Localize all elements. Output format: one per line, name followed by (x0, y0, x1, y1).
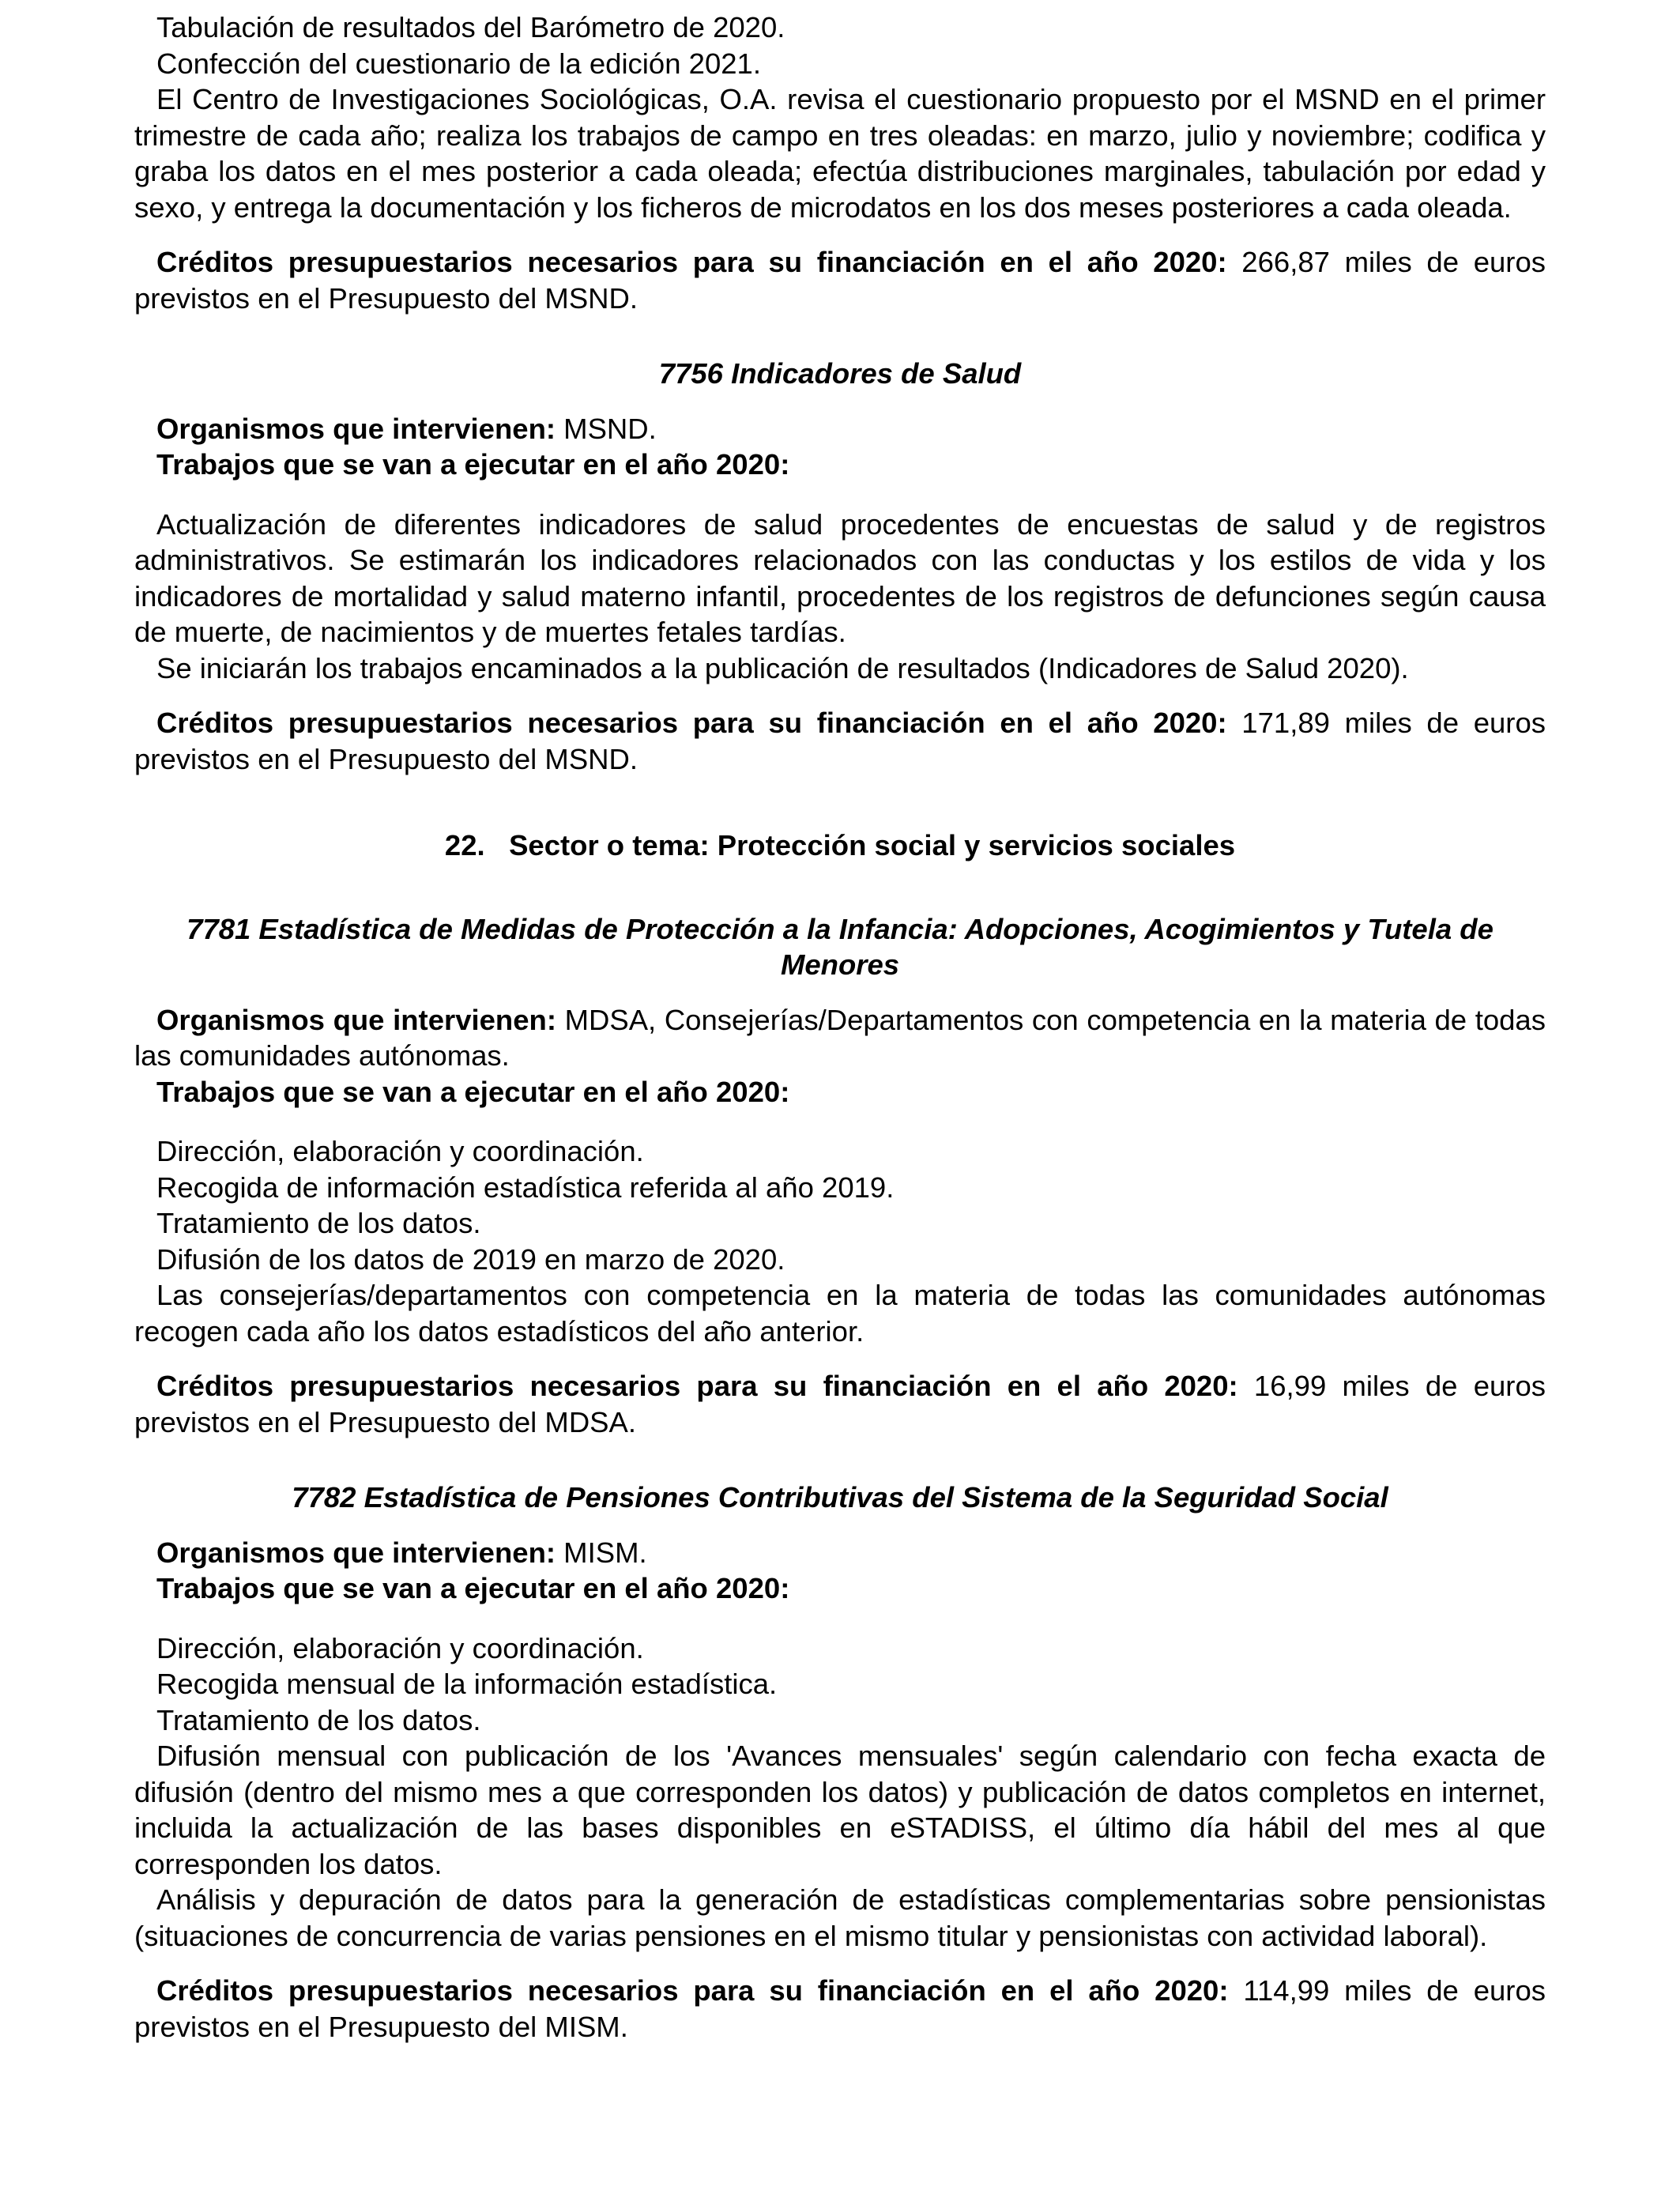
work-label-7781: Trabajos que se van a ejecutar en el año 2020: (156, 1075, 790, 1108)
credits-7781 (134, 1368, 1546, 1440)
credits-7782 (134, 1973, 1546, 2045)
section-title-7782: 7782 Estadística de Pensiones Contributivas del Sistema de la Seguridad Social (292, 1481, 1388, 1514)
credits-label: Créditos presupuestarios necesarios para su financiación en el año 2020: (156, 246, 1227, 278)
work-label-7756: Trabajos que se van a ejecutar en el año 2020: (156, 448, 790, 481)
credits-text: 171,89 miles de euros previstos en el Presupuesto del MSND. (134, 707, 1546, 775)
line-7756: Se iniciarán los trabajos encaminados a la publicación de resultados (Indicadores de Salud 2020). (156, 651, 1409, 684)
credits-label: Créditos presupuestarios necesarios para su financiación en el año 2020: (156, 1370, 1238, 1402)
organisms-7756 (134, 411, 1546, 447)
section-title-7756: 7756 Indicadores de Salud (658, 357, 1022, 390)
work-label-7782: Trabajos que se van a ejecutar en el año 2020: (156, 1572, 790, 1604)
work-item-7781: Difusión de los datos de 2019 en marzo de 2020. (156, 1242, 785, 1276)
work-item-7782: Recogida mensual de la información estadística. (156, 1668, 778, 1700)
sector-title-22: 22. Sector o tema: Protección social y servicios sociales (444, 829, 1236, 861)
organisms-text: MDSA, Consejerías/Departamentos con competencia en la materia de todas las comunidades autónomas. (134, 1003, 1546, 1072)
credits-text: 266,87 miles de euros previstos en el Presupuesto del MSND. (134, 246, 1546, 315)
paragraph-7782-dissemination: Difusión mensual con publicación de los 'Avances mensuales' según calendario con fecha exacta de difusión (dentro del mismo mes a que corresponden los datos) y publicación de datos completos en internet, incluida la actualización de las bases disponibles en eSTADISS, el último día hábil del mes al que corresponden los datos. (134, 1740, 1546, 1880)
credits-text: 114,99 miles de euros previstos en el Presupuesto del MISM. (134, 1974, 1546, 2043)
organisms-label: Organismos que intervienen: (156, 1536, 556, 1569)
work-item-7781: Dirección, elaboración y coordinación. (156, 1135, 644, 1167)
organisms-7782 (134, 1535, 1546, 1571)
work-item-7781: Tratamiento de los datos. (156, 1207, 481, 1239)
work-item-7781: Recogida de información estadística referida al año 2019. (156, 1171, 895, 1204)
work-item-7782: Dirección, elaboración y coordinación. (156, 1631, 644, 1664)
work-item-7782: Tratamiento de los datos. (156, 1703, 481, 1736)
document-page (134, 9, 1546, 2045)
intro-credits (134, 244, 1546, 316)
credits-text: 16,99 miles de euros previstos en el Presupuesto del MDSA. (134, 1370, 1546, 1438)
paragraph-7781: Las consejerías/departamentos con competencia en la materia de todas las comunidades autónomas recogen cada año los datos estadísticos del año anterior. (134, 1279, 1546, 1348)
intro-item: Tabulación de resultados del Barómetro de 2020. (156, 11, 785, 43)
organisms-label: Organismos que intervienen: (156, 412, 556, 445)
paragraph-7782-analysis: Análisis y depuración de datos para la generación de estadísticas complementarias sobre pensionistas (situaciones de concurrencia de varias pensiones en el mismo titular y pensionistas con actividad laboral). (134, 1883, 1546, 1952)
intro-paragraph: El Centro de Investigaciones Sociológicas, O.A. revisa el cuestionario propuesto por el MSND en el primer trimestre de cada año; realiza los trabajos de campo en tres oleadas: en marzo, julio y noviembre; codifica y graba los datos en el mes posterior a cada oleada; efectúa distribuciones marginales, tabulación por edad y sexo, y entrega la documentación y los ficheros de microdatos en los dos meses posteriores a cada oleada. (134, 83, 1546, 224)
organisms-label: Organismos que intervienen: (156, 1003, 556, 1036)
credits-label: Créditos presupuestarios necesarios para su financiación en el año 2020: (156, 707, 1227, 739)
intro-item: Confección del cuestionario de la edición 2021. (156, 47, 761, 80)
organisms-text: MISM. (556, 1536, 647, 1569)
credits-label: Créditos presupuestarios necesarios para su financiación en el año 2020: (156, 1974, 1229, 2007)
organisms-text: MSND. (556, 412, 657, 445)
organisms-7781 (134, 1002, 1546, 1074)
section-title-7781: 7781 Estadística de Medidas de Protección a la Infancia: Adopciones, Acogimientos y Tutela de Menores (186, 912, 1494, 981)
paragraph-7756: Actualización de diferentes indicadores de salud procedentes de encuestas de salud y de registros administrativos. Se estimarán los indicadores relacionados con las conductas y los estilos de vida y los indicadores de mortalidad y salud materno infantil, procedentes de los registros de defunciones según causa de muerte, de nacimientos y de muertes fetales tardías. (134, 507, 1546, 648)
credits-7756 (134, 705, 1546, 777)
